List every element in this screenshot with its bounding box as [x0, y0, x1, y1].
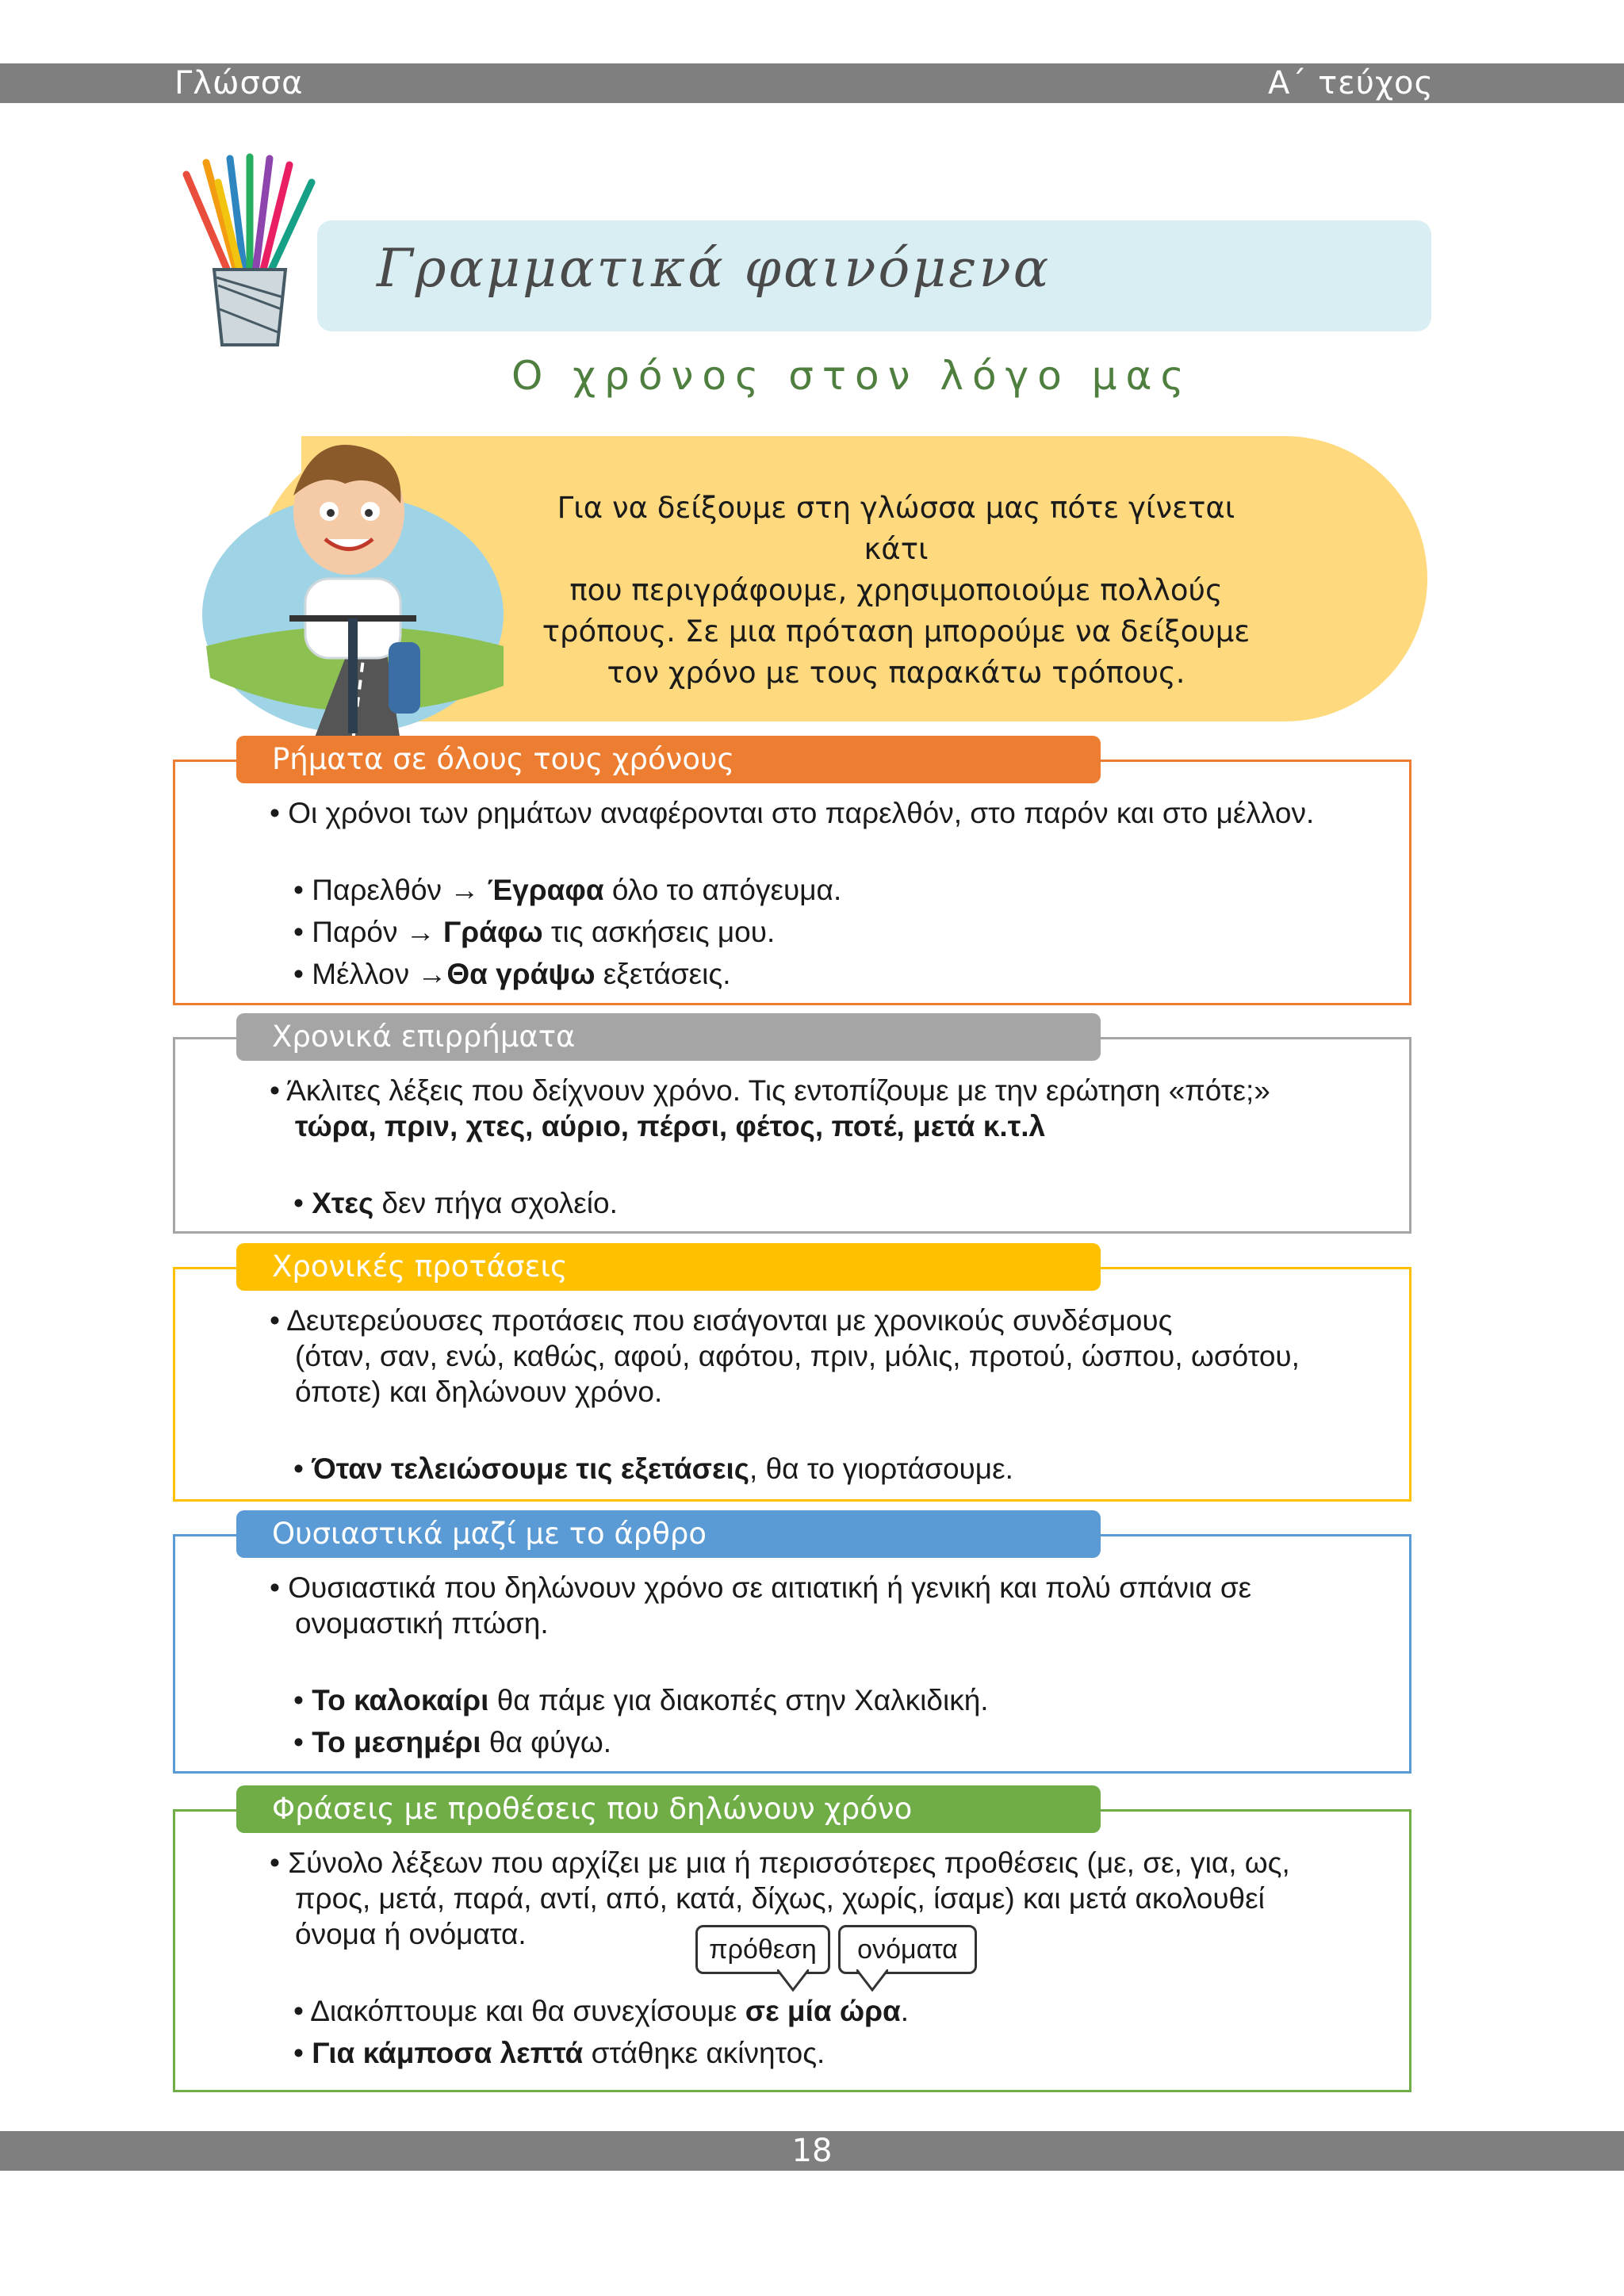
- section-clauses-title: Χρονικές προτάσεις: [236, 1243, 1101, 1291]
- section-adverbs-title: Χρονικά επιρρήματα: [236, 1013, 1101, 1061]
- verbs-example-future: • Μέλλον →Θα γράψω εξετάσεις.: [293, 958, 731, 990]
- header-bar: [0, 63, 1624, 103]
- callout-pointer-icon: [856, 1969, 888, 1992]
- boy-on-bike-illustration: [194, 424, 515, 741]
- callout-pointer-icon: [777, 1969, 809, 1992]
- section-clauses-bullet-cont: όποτε) και δηλώνουν χρόνο.: [295, 1376, 663, 1408]
- phrases-example-hour: • Διακόπτουμε και θα συνεχίσουμε σε μία ώρα.: [293, 1995, 910, 2027]
- section-nouns-bullet-cont: ονομαστική πτώση.: [295, 1607, 549, 1640]
- adverbs-example: • Χτες δεν πήγα σχολείο.: [293, 1187, 618, 1219]
- section-verbs-bullet: • Οι χρόνοι των ρημάτων αναφέρονται στο παρελθόν, στο παρόν και στο μέλλον.: [270, 797, 1315, 829]
- section-phrases-bullet-cont: όνομα ή ονόματα.: [295, 1918, 527, 1950]
- subject-label: Γλώσσα: [174, 65, 304, 101]
- section-phrases-bullet: • Σύνολο λέξεων που αρχίζει με μια ή περισσότερες προθέσεις (με, σε, για, ως,: [270, 1846, 1290, 1879]
- callout-nouns: [838, 1925, 977, 1974]
- callout-preposition-label: πρόθεση: [709, 1934, 817, 1965]
- section-phrases-title: Φράσεις με προθέσεις που δηλώνουν χρόνο: [236, 1785, 1101, 1833]
- intro-line: που περιγράφουμε, χρησιμοποιούμε πολλούς: [569, 573, 1223, 607]
- section-clauses-bullet: • Δευτερεύουσες προτάσεις που εισάγονται με χρονικούς συνδέσμους: [270, 1304, 1173, 1337]
- issue-label: Α΄ τεύχος: [1268, 65, 1434, 101]
- phrases-example-minutes: • Για κάμποσα λεπτά στάθηκε ακίνητος.: [293, 2037, 825, 2069]
- nouns-example-summer: • Το καλοκαίρι θα πάμε για διακοπές στην Χαλκιδική.: [293, 1684, 989, 1716]
- adverbs-list: τώρα, πριν, χτες, αύριο, πέρσι, φέτος, ποτέ, μετά κ.τ.λ: [295, 1110, 1046, 1142]
- intro-line: τον χρόνο με τους παρακάτω τρόπους.: [607, 656, 1185, 690]
- section-nouns-title: Ουσιαστικά μαζί με το άρθρο: [236, 1510, 1101, 1558]
- section-nouns-bullet: • Ουσιαστικά που δηλώνουν χρόνο σε αιτιατική ή γενική και πολύ σπάνια σε: [270, 1571, 1252, 1604]
- intro-line: τρόπους. Σε μια πρόταση μπορούμε να δείξουμε: [542, 614, 1251, 649]
- section-verbs-content: [270, 795, 1380, 992]
- verbs-example-past: • Παρελθόν → Έγραφα όλο το απόγευμα.: [293, 874, 842, 906]
- footer-bar: [0, 2131, 1624, 2171]
- callout-preposition: [695, 1925, 830, 1974]
- callout-nouns-label: ονόματα: [857, 1934, 958, 1965]
- section-adverbs-content: [270, 1073, 1380, 1221]
- page-subtitle: Ο χρόνος στον λόγο μας: [511, 353, 1193, 399]
- intro-line: Για να δείξουμε στη γλώσσα μας πότε γίνεται κάτι: [557, 491, 1235, 566]
- intro-text: [539, 488, 1253, 694]
- section-adverbs-bullet: • Άκλιτες λέξεις που δείχνουν χρόνο. Τις εντοπίζουμε με την ερώτηση «πότε;»: [270, 1074, 1270, 1107]
- page-number: 18: [791, 2133, 833, 2169]
- nouns-example-noon: • Το μεσημέρι θα φύγω.: [293, 1726, 612, 1758]
- section-clauses-bullet-cont: (όταν, σαν, ενώ, καθώς, αφού, αφότου, πριν, μόλις, προτού, ώσπου, ωσότου,: [295, 1340, 1300, 1372]
- section-phrases-bullet-cont: προς, μετά, παρά, αντί, από, κατά, δίχως, χωρίς, ίσαμε) και μετά ακολουθεί: [295, 1882, 1265, 1915]
- verbs-example-present: • Παρόν → Γράφω τις ασκήσεις μου.: [293, 916, 776, 948]
- section-nouns-content: [270, 1570, 1380, 1760]
- banner-title: Γραμματικά φαινόμενα: [377, 238, 1051, 299]
- clauses-example: • Όταν τελειώσουμε τις εξετάσεις, θα το γιορτάσουμε.: [293, 1452, 1013, 1485]
- section-clauses-content: [270, 1303, 1380, 1487]
- pencil-cup-icon: [170, 151, 329, 353]
- section-verbs-title: Ρήματα σε όλους τους χρόνους: [236, 736, 1101, 783]
